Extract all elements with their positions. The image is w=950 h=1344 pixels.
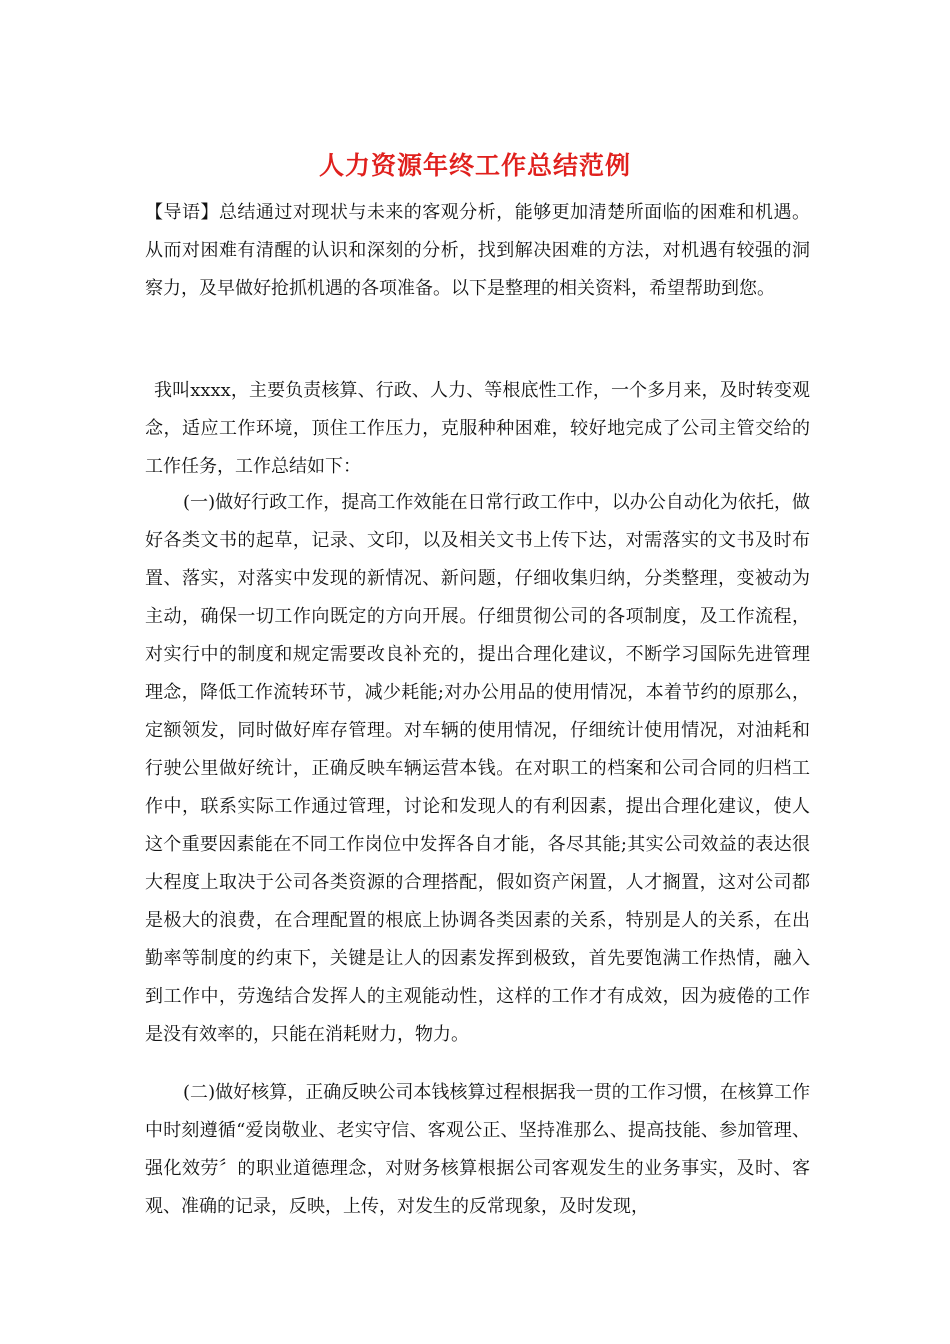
intro-paragraph: 【导语】总结通过对现状与未来的客观分析，能够更加清楚所面临的困难和机遇。从而对困难有清醒的认识和深刻的分析，找到解决困难的方法，对机遇有较强的洞察力，及早做好抢抓机遇的各项准备。以下是整理的相关资料，希望帮助到您。 bbox=[145, 202, 810, 299]
body-paragraph-1: 我叫xxxx，主要负责核算、行政、人力、等根底性工作，一个多月来，及时转变观念，适应工作环境，顶住工作压力，克服种种困难，较好地完成了公司主管交给的工作任务，工作总结如下： bbox=[145, 380, 810, 477]
document-title: 人力资源年终工作总结范例 bbox=[318, 151, 631, 180]
body-paragraph-2: (一)做好行政工作，提高工作效能在日常行政工作中，以办公自动化为依托，做好各类文书的起草，记录、文印，以及相关文书上传下达，对需落实的文书及时布置、落实，对落实中发现的新情况、新问题，仔细收集归纳，分类整理，变被动为主动，确保一切工作向既定的方向开展。仔细贯彻公司的各项制度，及工作流程，对实行中的制度和规定需要改良补充的，提出合理化建议，不断学习国际先进管理理念，降低工作流转环节，减少耗能;对办公用品的使用情况，本着节约的原那么，定额领发，同时做好库存管理。对车辆的使用情况，仔细统计使用情况，对油耗和行驶公里做好统计，正确反映车辆运营本钱。在对职工的档案和公司合同的归档工作中，联系实际工作通过管理，讨论和发现人的有利因素，提出合理化建议，使人这个重要因素能在不同工作岗位中发挥各自才能，各尽其能;其实公司效益的表达很大程度上取决于公司各类资源的合理搭配，假如资产闲置，人才搁置，这对公司都是极大的浪费，在合理配置的根底上协调各类因素的关系，特别是人的关系，在出勤率等制度的约束下，关键是让人的因素发挥到极致，首先要饱满工作热情，融入到工作中，劳逸结合发挥人的主观能动性，这样的工作才有成效，因为疲倦的工作是没有效率的，只能在消耗财力，物力。 bbox=[145, 492, 810, 1045]
body-paragraph-3: (二)做好核算，正确反映公司本钱核算过程根据我一贯的工作习惯，在核算工作中时刻遵循“爱岗敬业、老实守信、客观公正、坚持准那么、提高技能、参加管理、强化效劳〞的职业道德理念，对财务核算根据公司客观发生的业务事实，及时、客观、准确的记录，反映，上传，对发生的反常现象，及时发现， bbox=[145, 1082, 810, 1217]
